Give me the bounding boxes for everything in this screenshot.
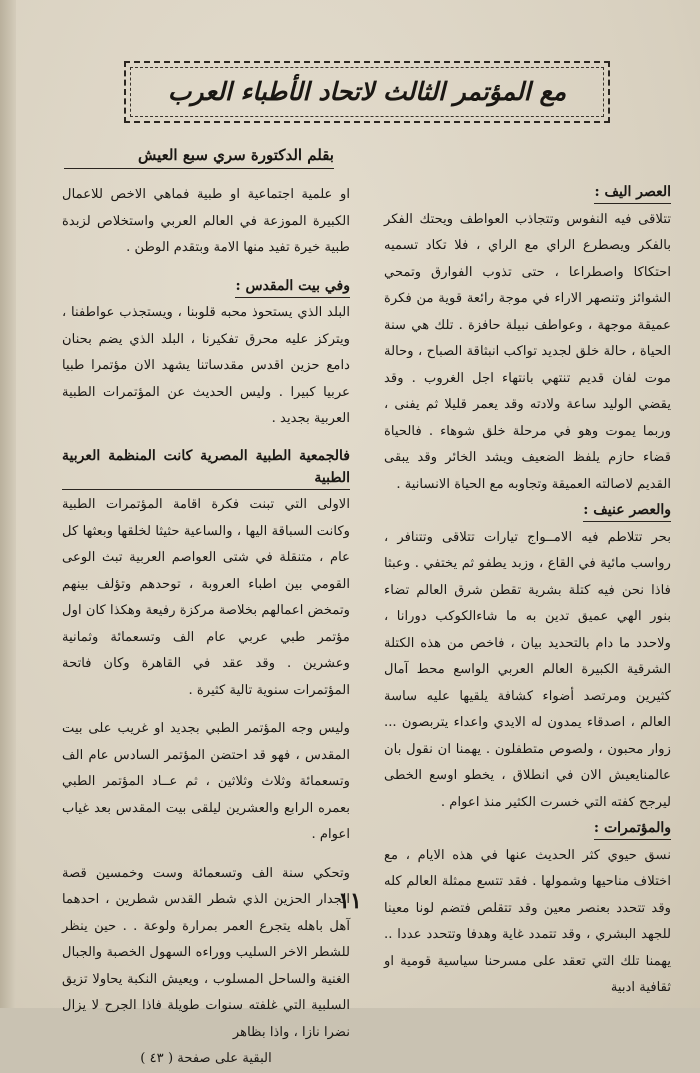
page-number: ١١ [338,888,362,914]
author-byline: بقلم الدكتورة سري سبع العيش [64,146,334,169]
section-heading: وفي بيت المقدس : [235,275,350,298]
section-body: الاولى التي تبنت فكرة اقامة المؤتمرات الطبية وكانت السباقة اليها ، والساعية حثيثا لخلقها وبعثها كل عام ، متنقلة في شتى العواصم العربية تبث الوعى القومي بين اطباء العروبة ، توحدهم وتؤلف بينهم وتمخض اعمالهم بخلاصة مركزة رفيعة وهكذا كان اول مؤتمر طبي عربي عام الف وتسعمائة وثمانية وعشرين . وقد عقد في القاهرة وكان فاتحة المؤتمرات سنوية تالية كثيرة . [62,497,350,698]
section-era-familiar [384,180,671,498]
section-era-violent [384,498,671,816]
intro-paragraph: او علمية اجتماعية او طبية فماهي الاخص للاعمال الكبيرة الموزعة في العالم العربي واستخلاص لزبدة طبية خيرة تفيد منها الامة وبتقدم الوطن . [62,187,350,255]
section-jerusalem [62,274,350,433]
left-column [62,182,350,1073]
section-heading: العصر اليف : [594,181,671,204]
continued-on-page: البقية على صفحة ( ٤٣ ) [140,1051,272,1066]
section-body: وليس وجه المؤتمر الطبي بجديد او غريب على بيت المقدس ، فهو قد احتضن المؤتمر السادس عام الف وتسعمائة وثلاث وثلاثين ، ثم عــاد المؤتمر الطبي بعمره الرابع والعشرين ليلقى بيت المقدس بعد غياب اعوام . [62,721,350,842]
section-egyptian-association [62,445,350,705]
right-column [384,180,671,1002]
headline-frame [124,61,610,123]
section-body: البلد الذي يستحوذ محبه قلوبنا ، ويستجذب عواطفنا ، ويتركز عليه محرق تفكيرنا ، البلد الذي يضم بحنان دامع حزين اقدس مقدساتنا يشهد الان مؤتمرا طبيا عربيا كبيرا . وليس الحديث عن المؤتمرات الطبية العربية بجديد . [62,305,350,426]
section-body: وتحكي سنة الف وتسعمائة وست وخمسين قصة الجدار الحزين الذي شطر القدس شطرين ، احدهما آهل باهله يتجرع العمر بمرارة ولوعة . . حين ينظر للشطر الاخر السليب ووراءه السهول الخصبة والجبال الغنية والساحل المسلوب ، ويعيش النكبة يحاولا تزيق السلبية التي غلفته سنوات طويلة فاذا الجرح لا يزال نضرا نازا ، واذا بظاهر [62,865,350,1040]
page-fold-shadow [0,0,16,1008]
section-heading: والعصر عنيف : [583,499,671,522]
section-heading: فالجمعية الطبية المصرية كانت المنظمة العربية الطبية [62,445,350,490]
paragraph-sixth-conference [62,716,350,849]
section-body: بحر تتلاطم فيه الامــواج تيارات تتلاقى وتتنافر ، رواسب مائية في القاع ، وزبد يطفو ثم يختفي . وعبثا فاذا نحن فيه كتلة بشرية تقطن شرق العالم تضاء بنور الهي عميق تدين به ما شاءالكوكب دورانا ، ولاحدد ما دام بالتحديد بيان ، فاخص من هذه الكتلة الشرقية الكبيرة العالم العربي الواسع محط آمال كثيرين ومرتصد أضواء كشافة يلقيها عليه ساسة العالم ، اصدقاء يمدون له الايدي واعداء يتربصون ... زوار محبون ، ولصوص متطفلون . يهمنا ان نقول بان عالمنايعيش الان في انطلاق ، يخطو اوسع الخطى ليرجح كفته التي خسرت الكثير منذ اعوام . [384,529,671,810]
section-body: تتلاقى فيه النفوس وتتجاذب العواطف ويحتك الفكر بالفكر ويصطرع الراي مع الراي ، فلا تكاد تسميه احتكاكا واصطراعا ، حتى تذوب الفوارق وتمحي الشوائز وتنصهر الاراء في موجة رائعة قوية من فكرة عميقة موجهة ، وعواطف نبيلة حافزة . تلك هي سنة الحياة ، حالة خلق لجديد تواكب انبثاقة الصباح ، وحالة موت لفان قديم تنتهي بانتهاء اجل الغروب . وقد يقضي الوليد ساعة ولادته وقد يعمر قليلا ثم يفنى ، وربما يموت وهو في مرحلة خلق شوهاء . فالحياة قضاء حازم يلفظ الضعيف ويشد الخائر وقد يبقى القديم لاصالته العميقة وتجاوبه مع الحياة الانسانية . [384,211,671,492]
headline: مع المؤتمر الثالث لاتحاد الأطباء العرب [167,77,567,106]
section-body: نسق حيوي كثر الحديث عنها في هذه الايام ، مع اختلاف مناحيها وشمولها . فقد تتسع ممثلة العالم كله وقد تتحدد بعنصر معين وقد تتقلص فتضم لونا معينا للجهد البشري ، وقد تتمدد غاية وهدفا وتتحدد عددا .. يهمنا تلك التي تعقد على مسرحنا سياسية قومية او ثقافية ادبية [384,847,671,995]
section-heading: والمؤتمرات : [594,817,671,840]
